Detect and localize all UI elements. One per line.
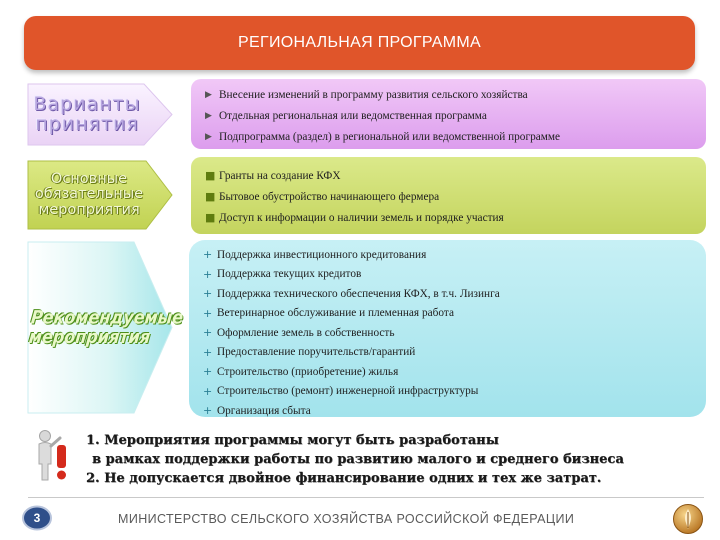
list-item: ■ Бытовое обустройство начинающего фермера	[205, 190, 440, 203]
list-item: ▶ Внесение изменений в программу развития сельского хозяйства	[205, 88, 528, 101]
triangle-right-icon: ▶	[205, 110, 212, 121]
list-item: + Поддержка технического обеспечения КФХ, в т.ч. Лизинга	[203, 287, 500, 301]
mandatory-list	[205, 165, 698, 228]
page-number-badge	[21, 505, 53, 531]
triangle-right-icon: ▶	[205, 89, 212, 100]
section-label-variants: Варианты принятия	[33, 92, 141, 135]
square-bullet-icon: ■	[205, 190, 216, 203]
list-item: + Поддержка текущих кредитов	[203, 267, 362, 281]
triangle-right-icon: ▶	[205, 131, 212, 142]
plus-bullet-icon: +	[203, 384, 213, 398]
recommended-list	[203, 245, 698, 421]
plus-bullet-icon: +	[203, 306, 213, 320]
slide-title: РЕГИОНАЛЬНАЯ ПРОГРАММА	[238, 34, 481, 51]
footer-organization: МИНИСТЕРСТВО СЕЛЬСКОГО ХОЗЯЙСТВА РОССИЙСКОЙ ФЕДЕРАЦИИ	[118, 512, 575, 526]
section-label-recommended: Рекомендуемые мероприятия	[27, 305, 185, 348]
list-item: + Строительство (приобретение) жилья	[203, 365, 399, 379]
ministry-emblem-icon	[672, 503, 704, 535]
panel-mandatory	[191, 157, 706, 234]
plus-bullet-icon: +	[203, 326, 213, 340]
note-line-1: 1. Мероприятия программы могут быть разработаны	[86, 433, 499, 448]
title-bar	[24, 16, 695, 70]
panel-variants	[191, 79, 706, 149]
list-item: ■ Доступ к информации о наличии земель и порядке участия	[205, 211, 504, 224]
list-item: ■ Гранты на создание КФХ	[205, 169, 341, 182]
list-item: ▶ Подпрограмма (раздел) в региональной или ведомственной программе	[205, 130, 561, 143]
plus-bullet-icon: +	[203, 267, 213, 281]
note-line-3: 2. Не допускается двойное финансирование одних и тех же затрат.	[86, 471, 602, 486]
list-item: + Оформление земель в собственность	[203, 326, 395, 340]
plus-bullet-icon: +	[203, 345, 213, 359]
square-bullet-icon: ■	[205, 211, 216, 224]
panel-recommended	[189, 240, 706, 417]
square-bullet-icon: ■	[205, 169, 216, 182]
list-item: + Предоставление поручительств/гарантий	[203, 345, 416, 359]
list-item: + Ветеринарное обслуживание и племенная работа	[203, 306, 454, 320]
list-item: + Поддержка инвестиционного кредитования	[203, 248, 427, 262]
footer-divider	[28, 497, 704, 498]
page-number: 3	[33, 511, 41, 525]
plus-bullet-icon: +	[203, 365, 213, 379]
list-item: + Строительство (ремонт) инженерной инфраструктуры	[203, 384, 479, 398]
variants-list	[205, 84, 698, 147]
section-arrow-variants	[26, 82, 174, 147]
note-line-2: в рамках поддержки работы по развитию малого и среднего бизнеса	[92, 452, 624, 467]
section-label-mandatory: Основные обязательные мероприятия	[34, 171, 144, 218]
list-item: ▶ Отдельная региональная или ведомственная программа	[205, 109, 487, 122]
section-arrow-recommended	[26, 240, 185, 415]
section-arrow-mandatory	[26, 159, 174, 231]
notes-block	[86, 431, 711, 488]
list-item: + Организация сбыта	[203, 404, 311, 418]
exclamation-person-icon	[34, 428, 74, 484]
plus-bullet-icon: +	[203, 404, 213, 418]
plus-bullet-icon: +	[203, 248, 213, 262]
plus-bullet-icon: +	[203, 287, 213, 301]
